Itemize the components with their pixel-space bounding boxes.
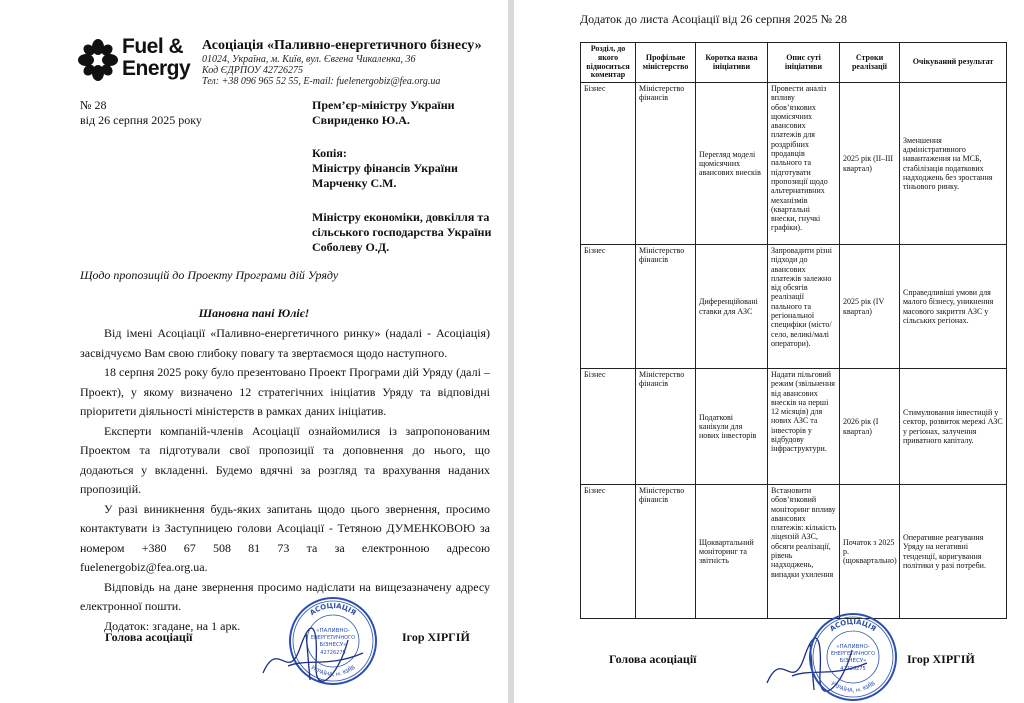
cell-description: Надати пільговий режим (звільнення від авансових внесків на перші 12 місяців) для нових АЗС та інвесторів у відбудову інфраструктури. (768, 369, 840, 485)
addressee-block (312, 98, 502, 128)
cell-timing: 2025 рік (II–III квартал) (840, 83, 900, 245)
cell-result: Стимулювання інвестицій у сектор, розвиток мережі АЗС у регіонах, залучення приватного капіталу. (900, 369, 1007, 485)
logo-word-fuel: Fuel & (122, 35, 184, 58)
initiatives-table (580, 42, 1007, 619)
addressee-name: Свириденко Ю.А. (312, 113, 410, 127)
svg-text:«ПАЛИВНО-: «ПАЛИВНО- (316, 628, 350, 634)
cell-initiative-name: Щоквартальний моніторинг та звітність (696, 485, 768, 619)
svg-text:БІЗНЕСУ»: БІЗНЕСУ» (319, 642, 347, 648)
signatory-title: Голова асоціації (105, 630, 193, 644)
cell-description: Встановити обов’язковий моніторинг впливу авансових платежів: кількість ліцензій АЗС, обсяги реалізації, рівень надходжень, випадки ухилення (768, 485, 840, 619)
cell-ministry: Міністерство фінансів (636, 369, 696, 485)
cell-description: Запровадити різні підходи до авансових платежів залежно від обсягів реалізації пального та регіональної специфіки (місто/село, великі/малі оператори). (768, 245, 840, 369)
signatory-name: Ігор ХІРГІЙ (907, 652, 975, 666)
cell-description: Провести аналіз впливу обов’язкових щомісячних авансових платежів для роздрібних продавців пального та підготувати пропозиції щодо альтернативних механізмів (квартальні внески, гнучкі графіки). (768, 83, 840, 245)
svg-text:ЕНЕРГЕТИЧНОГО: ЕНЕРГЕТИЧНОГО (310, 635, 356, 641)
svg-text:42726275: 42726275 (320, 650, 346, 656)
body-paragraph: У разі виникнення будь-яких запитань щодо цього звернення, просимо контактувати із Заступницею голови Асоціації - Тетяною ДУМЕНКОВОЮ за номером +380 67 508 81 73 та за електронною адресою fuelenergobiz@fea.org.ua. (80, 501, 490, 574)
cell-section: Бізнес (581, 245, 636, 369)
svg-text:УКРАЇНА, м. КИЇВ: УКРАЇНА, м. КИЇВ (309, 664, 357, 679)
table-row (581, 83, 1007, 245)
cell-initiative-name: Перегляд моделі щомісячних авансових внесків (696, 83, 768, 245)
column-header: Строки реалізації (840, 43, 900, 83)
cell-section: Бізнес (581, 369, 636, 485)
association-name: Асоціація «Паливно-енергетичного бізнесу» (202, 38, 482, 53)
cell-timing: Початок з 2025 р. (щоквартально) (840, 485, 900, 619)
fuel-energy-logo (78, 34, 196, 86)
cell-result: Оперативне реагування Уряду на негативні тенденції, коригування політики у разі потреби. (900, 485, 1007, 619)
cell-timing: 2026 рік (I квартал) (840, 369, 900, 485)
cell-ministry: Міністерство фінансів (636, 245, 696, 369)
body-paragraph: Експерти компаній-членів Асоціації ознайомилися із запропонованим Проектом та підготували свої пропозиції та доповнення до нього, що додаються у вкладенні. Будемо вдячні за розгляд та врахування наданих пропозицій. (80, 423, 490, 496)
cell-ministry: Міністерство фінансів (636, 485, 696, 619)
addressee2-line1: Міністру економіки, довкілля та (312, 210, 490, 224)
addressee2-name: Соболеву О.Д. (312, 240, 390, 254)
letter-body (80, 324, 490, 636)
letter-greeting: Шановна пані Юліє! (198, 306, 310, 320)
cell-ministry: Міністерство фінансів (636, 83, 696, 245)
body-paragraph: Відповідь на дане звернення просимо надіслати на вищезазначену адресу електронної пошти. (80, 579, 490, 613)
logo-word-energy: Energy (122, 57, 191, 80)
addressee-position: Прем’єр-міністру України (312, 98, 455, 112)
association-address: 01024, Україна, м. Київ, вул. Євгена Чикаленка, 36 (202, 54, 416, 65)
svg-text:АСОЦІАЦІЯ: АСОЦІАЦІЯ (828, 617, 878, 634)
table-row (581, 245, 1007, 369)
table-row (581, 485, 1007, 619)
letter-date: від 26 серпня 2025 року (80, 113, 202, 127)
column-header: Розділ, до якого відноситься коментар (581, 43, 636, 83)
addressee2-line2: сільського господарства України (312, 225, 492, 239)
cell-result: Справедливіші умови для малого бізнесу, уникнення масового закриття АЗС у сільських регіонах. (900, 245, 1007, 369)
copy-position: Міністру фінансів України (312, 161, 458, 175)
letter-number: № 28 (80, 98, 107, 112)
letter-reference (80, 98, 202, 128)
cell-result: Зменшення адміністративного навантаження на МСБ, стабілізація податкових надходжень без зростання тіньового ринку. (900, 83, 1007, 245)
cell-timing: 2025 рік (IV квартал) (840, 245, 900, 369)
cell-initiative-name: Податкові канікули для нових інвесторів (696, 369, 768, 485)
cell-initiative-name: Диференційовані ставки для АЗС (696, 245, 768, 369)
column-header: Коротка назва ініціативи (696, 43, 768, 83)
association-header (202, 38, 502, 87)
body-paragraph: Від імені Асоціації «Паливно-енергетичного ринку» (надалі - Асоціація) засвідчуємо Вам свою глибоку повагу та звертаємося щодо наступного. (80, 326, 490, 360)
annex-page (514, 0, 1024, 703)
svg-text:АСОЦІАЦІЯ: АСОЦІАЦІЯ (308, 601, 358, 618)
column-header: Опис суті ініціативи (768, 43, 840, 83)
signatory-name: Ігор ХІРГІЙ (402, 630, 470, 644)
signature-icon (258, 618, 368, 688)
copy-label: Копія: (312, 146, 347, 160)
body-paragraph: 18 серпня 2025 року було презентовано Проект Програми дій Уряду (далі – Проект), у якому визначено 12 стратегічних ініціатив Уряду та відповідні пріоритети діяльності міністерств в рамках даних ініціатив. (80, 365, 490, 418)
column-header: Очікуваний результат (900, 43, 1007, 83)
svg-text:ЕНЕРГЕТИЧНОГО: ЕНЕРГЕТИЧНОГО (830, 651, 876, 657)
copy-block (312, 146, 502, 191)
letter-subject: Щодо пропозицій до Проекту Програми дій Уряду (80, 268, 339, 282)
cell-section: Бізнес (581, 485, 636, 619)
table-row (581, 369, 1007, 485)
svg-text:БІЗНЕСУ»: БІЗНЕСУ» (839, 658, 867, 664)
annex-title: Додаток до листа Асоціації від 26 серпня 2025 № 28 (580, 12, 848, 26)
letter-page (0, 0, 508, 703)
svg-text:42726275: 42726275 (840, 666, 866, 672)
column-header: Профільне міністерство (636, 43, 696, 83)
association-code: Код ЄДРПОУ 42726275 (202, 65, 303, 76)
association-contacts: Тел: +38 096 965 52 55, E-mail: fuelenergobiz@fea.org.ua (202, 76, 441, 87)
copy-name: Марченку С.М. (312, 176, 397, 190)
table-header-row (581, 43, 1007, 83)
addressee2-block (312, 210, 502, 255)
svg-text:«ПАЛИВНО-: «ПАЛИВНО- (836, 644, 870, 650)
attachment-note: Додаток: згадане, на 1 арк. (104, 618, 241, 633)
svg-text:УКРАЇНА, м. КИЇВ: УКРАЇНА, м. КИЇВ (829, 680, 877, 695)
cell-section: Бізнес (581, 83, 636, 245)
association-stamp (808, 612, 898, 702)
signatory-title: Голова асоціації (609, 652, 697, 666)
flower-logo-icon (78, 38, 118, 82)
